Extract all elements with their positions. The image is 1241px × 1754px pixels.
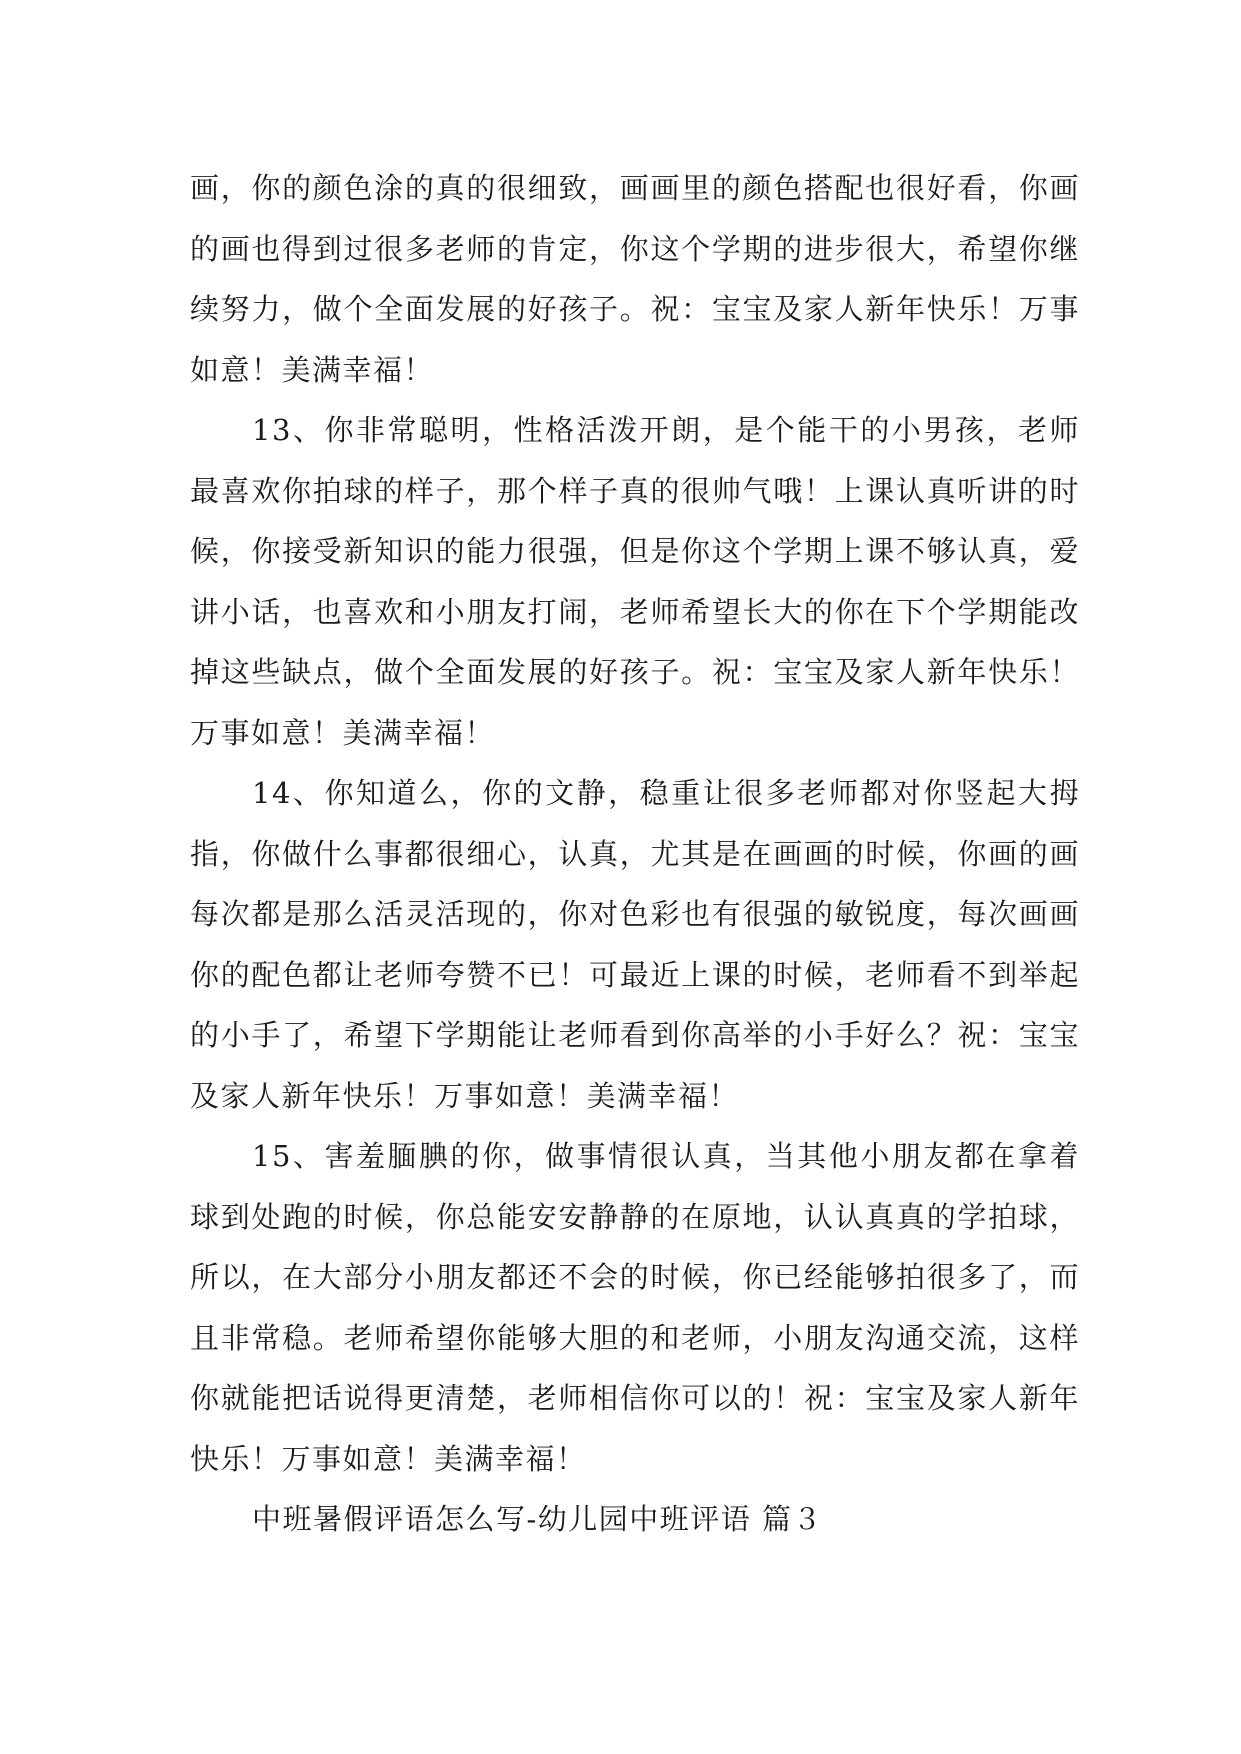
paragraph-15: 15、害羞腼腆的你，做事情很认真，当其他小朋友都在拿着球到处跑的时候，你总能安安静静的在原地，认认真真的学拍球，所以，在大部分小朋友都还不会的时候，你已经能够拍很多了，而且非常稳。老师希望你能够大胆的和老师，小朋友沟通交流，这样你就能把话说得更清楚，老师相信你可以的！祝：宝宝及家人新年快乐！万事如意！美满幸福！ [190, 1139, 1080, 1476]
paragraph-12-continuation: 画，你的颜色涂的真的很细致，画画里的颜色搭配也很好看，你画的画也得到过很多老师的肯定，你这个学期的进步很大，希望你继续努力，做个全面发展的好孩子。祝：宝宝及家人新年快乐！万事如意！美满幸福！ [190, 171, 1080, 387]
document-body [190, 158, 1080, 1550]
section-heading: 中班暑假评语怎么写-幼儿园中班评语 篇３ [252, 1502, 824, 1536]
paragraph-13: 13、你非常聪明，性格活泼开朗，是个能干的小男孩，老师最喜欢你拍球的样子，那个样子真的很帅气哦！上课认真听讲的时候，你接受新知识的能力很强，但是你这个学期上课不够认真，爱讲小话，也喜欢和小朋友打闹，老师希望长大的你在下个学期能改掉这些缺点，做个全面发展的好孩子。祝：宝宝及家人新年快乐！万事如意！美满幸福！ [190, 413, 1080, 750]
paragraph-14: 14、你知道么，你的文静，稳重让很多老师都对你竖起大拇指，你做什么事都很细心，认真，尤其是在画画的时候，你画的画每次都是那么活灵活现的，你对色彩也有很强的敏锐度，每次画画你的配色都让老师夸赞不已！可最近上课的时候，老师看不到举起的小手了，希望下学期能让老师看到你高举的小手好么？祝：宝宝及家人新年快乐！万事如意！美满幸福！ [190, 776, 1080, 1113]
